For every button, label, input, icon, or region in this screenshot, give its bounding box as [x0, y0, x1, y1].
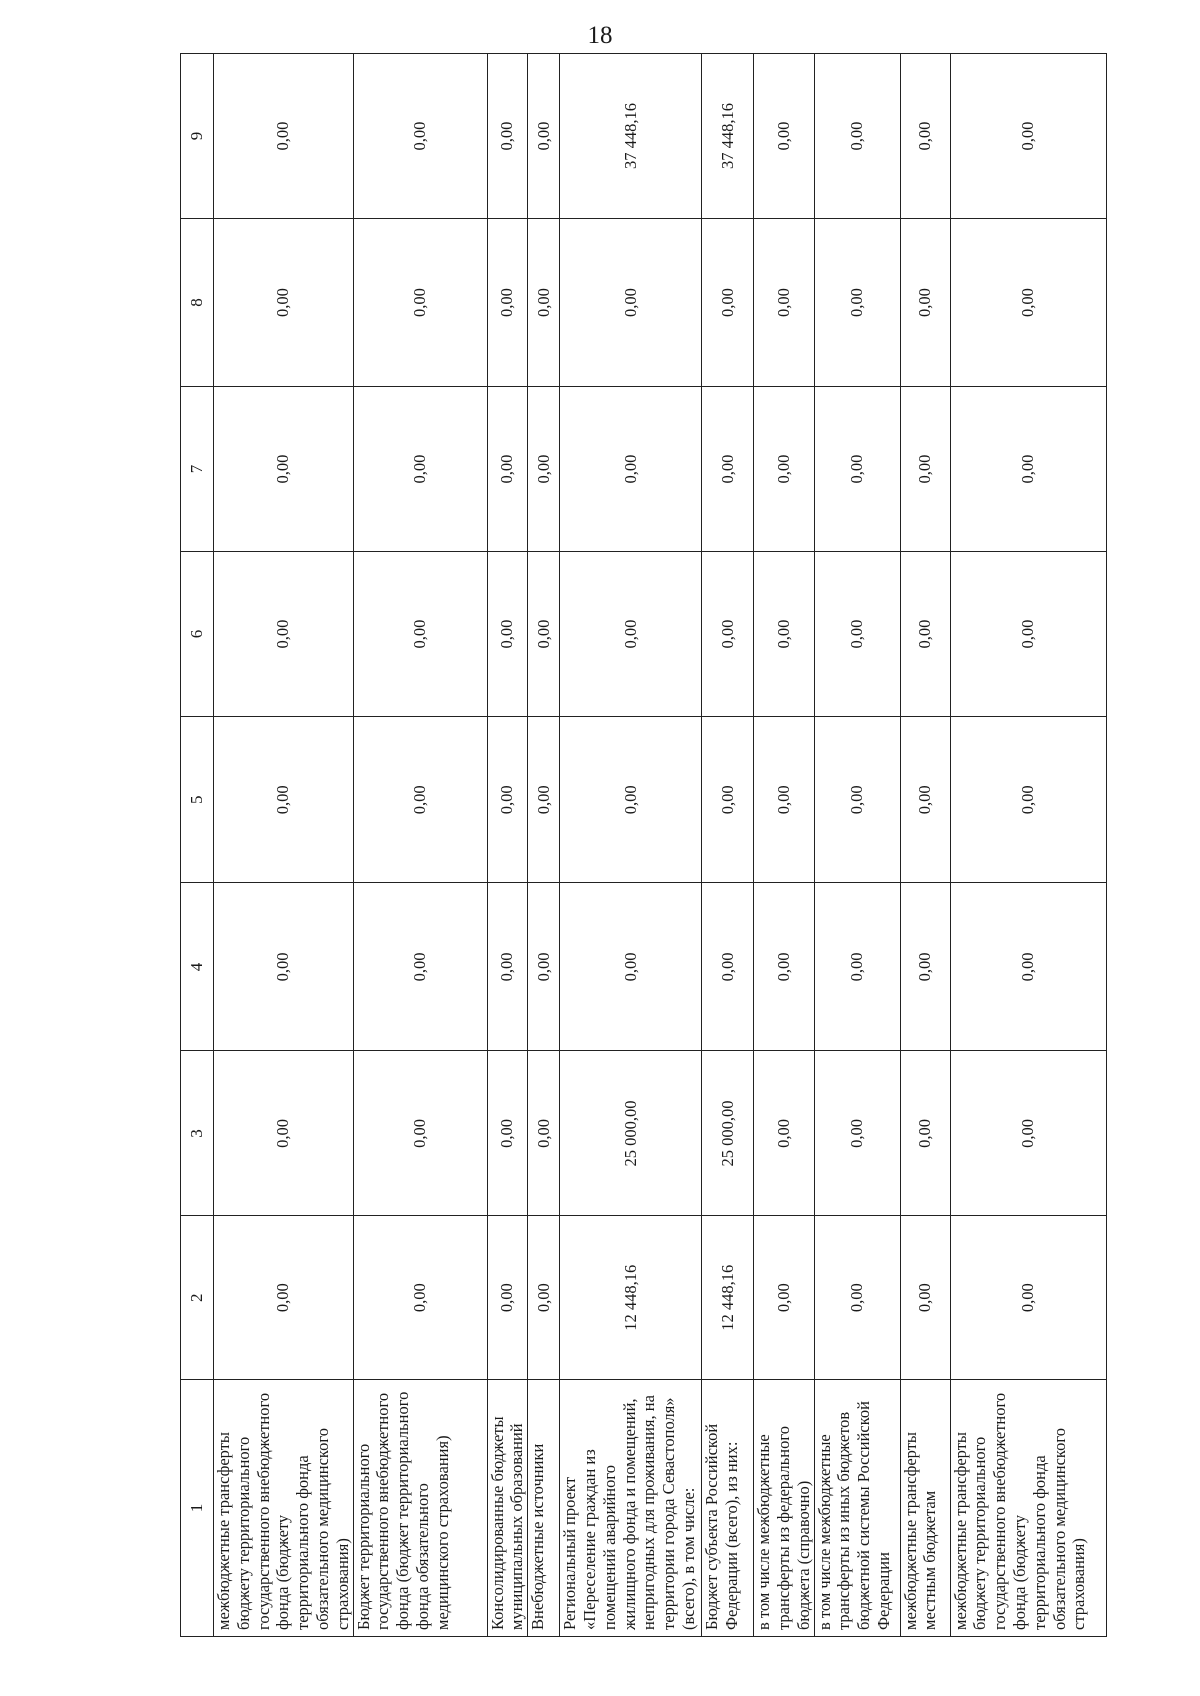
cell-value: 0,00	[528, 219, 560, 387]
row-label: Бюджет субъекта Российской Федерации (всего), из них:	[702, 1379, 754, 1636]
cell-value: 0,00	[900, 552, 950, 717]
cell-value: 0,00	[754, 386, 814, 551]
cell-value: 0,00	[950, 219, 1106, 387]
cell-value: 0,00	[353, 1051, 487, 1216]
column-header: 6	[181, 552, 214, 717]
table-row	[353, 54, 487, 1637]
cell-value: 0,00	[900, 1216, 950, 1380]
cell-value: 0,00	[487, 386, 528, 551]
cell-value: 12 448,16	[560, 1216, 702, 1380]
table-row	[900, 54, 950, 1637]
cell-value: 0,00	[702, 219, 754, 387]
table-row	[528, 54, 560, 1637]
column-header: 2	[181, 1216, 214, 1380]
cell-value: 0,00	[214, 1216, 354, 1380]
cell-value: 0,00	[353, 552, 487, 717]
table-row	[814, 54, 900, 1637]
cell-value: 0,00	[814, 883, 900, 1051]
row-label: Бюджет территориального государственного внебюджетного фонда (бюджет территориального фонда обязательного медицинского страхования)	[353, 1379, 487, 1636]
cell-value: 0,00	[900, 219, 950, 387]
cell-value: 0,00	[950, 552, 1106, 717]
column-header: 4	[181, 883, 214, 1051]
cell-value: 0,00	[353, 219, 487, 387]
cell-value: 0,00	[950, 1216, 1106, 1380]
cell-value: 0,00	[950, 1051, 1106, 1216]
row-label: межбюджетные трансферты местным бюджетам	[900, 1379, 950, 1636]
cell-value: 0,00	[214, 883, 354, 1051]
cell-value: 0,00	[560, 552, 702, 717]
cell-value: 0,00	[353, 386, 487, 551]
cell-value: 0,00	[487, 883, 528, 1051]
table-row	[950, 54, 1106, 1637]
row-label: в том числе межбюджетные трансферты из федерального бюджета (справочно)	[754, 1379, 814, 1636]
cell-value: 0,00	[528, 1051, 560, 1216]
cell-value: 0,00	[814, 219, 900, 387]
cell-value: 0,00	[814, 1051, 900, 1216]
cell-value: 0,00	[528, 717, 560, 883]
cell-value: 0,00	[814, 54, 900, 219]
column-header: 3	[181, 1051, 214, 1216]
cell-value: 37 448,16	[702, 54, 754, 219]
row-label: Консолидированные бюджеты муниципальных образований	[487, 1379, 528, 1636]
cell-value: 0,00	[702, 883, 754, 1051]
budget-table	[180, 53, 1107, 1637]
cell-value: 0,00	[950, 883, 1106, 1051]
cell-value: 0,00	[214, 54, 354, 219]
table-row	[702, 54, 754, 1637]
cell-value: 25 000,00	[702, 1051, 754, 1216]
cell-value: 0,00	[814, 552, 900, 717]
cell-value: 0,00	[214, 386, 354, 551]
cell-value: 37 448,16	[560, 54, 702, 219]
cell-value: 0,00	[754, 552, 814, 717]
cell-value: 0,00	[754, 1216, 814, 1380]
cell-value: 0,00	[487, 219, 528, 387]
cell-value: 0,00	[754, 717, 814, 883]
cell-value: 0,00	[900, 1051, 950, 1216]
table-row	[560, 54, 702, 1637]
cell-value: 0,00	[900, 386, 950, 551]
row-label: Региональный проект «Переселение граждан из помещений аварийного жилищного фонда и помещений, непригодных для проживания, на территории города Севастополя» (всего), в том числе:	[560, 1379, 702, 1636]
cell-value: 0,00	[353, 54, 487, 219]
column-header: 9	[181, 54, 214, 219]
cell-value: 0,00	[754, 1051, 814, 1216]
cell-value: 0,00	[702, 552, 754, 717]
row-label: межбюджетные трансферты бюджету территориального государственного внебюджетного фонда (бюджету территориального фонда обязательного медицинского страхования)	[950, 1379, 1106, 1636]
cell-value: 0,00	[528, 552, 560, 717]
cell-value: 25 000,00	[560, 1051, 702, 1216]
cell-value: 0,00	[214, 219, 354, 387]
row-label: Внебюджетные источники	[528, 1379, 560, 1636]
cell-value: 0,00	[560, 717, 702, 883]
cell-value: 0,00	[900, 717, 950, 883]
cell-value: 0,00	[487, 1051, 528, 1216]
cell-value: 0,00	[353, 1216, 487, 1380]
cell-value: 0,00	[754, 219, 814, 387]
header-row	[181, 54, 214, 1637]
cell-value: 12 448,16	[702, 1216, 754, 1380]
cell-value: 0,00	[214, 552, 354, 717]
cell-value: 0,00	[900, 54, 950, 219]
cell-value: 0,00	[214, 717, 354, 883]
cell-value: 0,00	[487, 552, 528, 717]
cell-value: 0,00	[950, 717, 1106, 883]
cell-value: 0,00	[353, 883, 487, 1051]
cell-value: 0,00	[353, 717, 487, 883]
rotated-table-container	[180, 53, 1100, 1637]
cell-value: 0,00	[560, 386, 702, 551]
table-row	[487, 54, 528, 1637]
cell-value: 0,00	[900, 883, 950, 1051]
table-row	[214, 54, 354, 1637]
cell-value: 0,00	[528, 883, 560, 1051]
cell-value: 0,00	[754, 883, 814, 1051]
cell-value: 0,00	[560, 883, 702, 1051]
cell-value: 0,00	[487, 1216, 528, 1380]
column-header: 8	[181, 219, 214, 387]
cell-value: 0,00	[754, 54, 814, 219]
table-body	[214, 54, 1107, 1637]
column-header: 5	[181, 717, 214, 883]
cell-value: 0,00	[814, 717, 900, 883]
row-label: межбюджетные трансферты бюджету территориального государственного внебюджетного фонда (бюджету территориального фонда обязательного медицинского страхования)	[214, 1379, 354, 1636]
cell-value: 0,00	[560, 219, 702, 387]
cell-value: 0,00	[814, 1216, 900, 1380]
table-row	[754, 54, 814, 1637]
cell-value: 0,00	[528, 54, 560, 219]
row-label: в том числе межбюджетные трансферты из иных бюджетов бюджетной системы Российской Федерации	[814, 1379, 900, 1636]
cell-value: 0,00	[702, 386, 754, 551]
page-number: 18	[587, 22, 613, 49]
rotated-table-wrapper	[180, 53, 1100, 1637]
cell-value: 0,00	[702, 717, 754, 883]
column-header: 1	[181, 1379, 214, 1636]
cell-value: 0,00	[487, 717, 528, 883]
cell-value: 0,00	[528, 1216, 560, 1380]
cell-value: 0,00	[487, 54, 528, 219]
column-header: 7	[181, 386, 214, 551]
cell-value: 0,00	[950, 54, 1106, 219]
cell-value: 0,00	[950, 386, 1106, 551]
cell-value: 0,00	[214, 1051, 354, 1216]
cell-value: 0,00	[528, 386, 560, 551]
cell-value: 0,00	[814, 386, 900, 551]
